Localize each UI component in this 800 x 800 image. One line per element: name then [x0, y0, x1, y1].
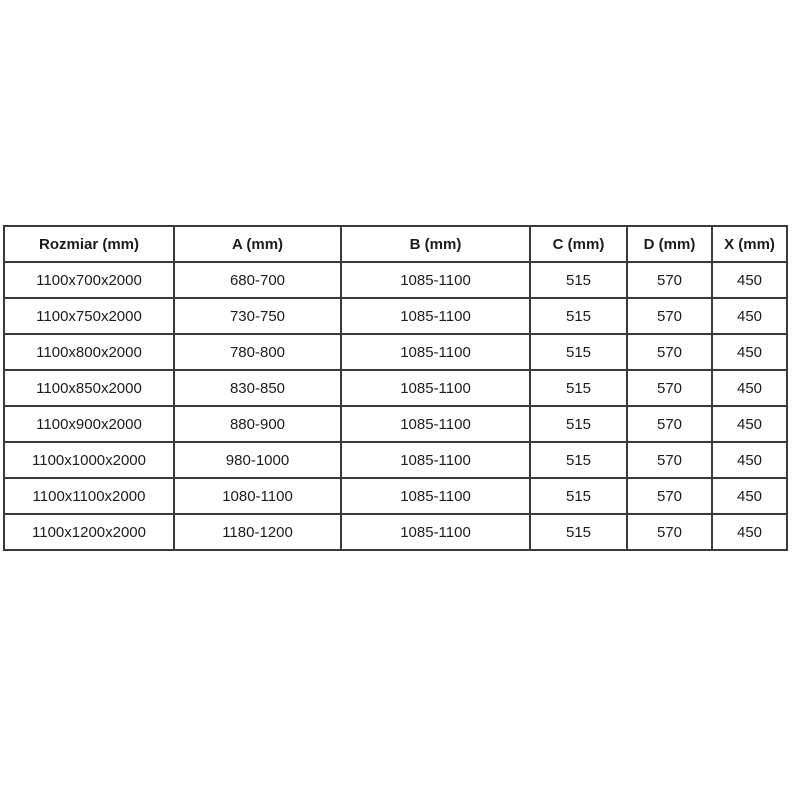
table-cell: 515 — [530, 262, 627, 298]
table-cell: 515 — [530, 298, 627, 334]
table-header — [4, 226, 787, 262]
dimensions-table — [3, 225, 788, 551]
table-cell: 570 — [627, 514, 712, 550]
table-cell: 570 — [627, 370, 712, 406]
table-cell: 515 — [530, 442, 627, 478]
table-row — [4, 262, 787, 298]
table-cell: 1100x800x2000 — [4, 334, 174, 370]
table-cell: 730-750 — [174, 298, 341, 334]
table-cell: 1085-1100 — [341, 370, 530, 406]
table-cell: 450 — [712, 406, 787, 442]
table-cell: 980-1000 — [174, 442, 341, 478]
header-cell-x: X (mm) — [712, 226, 787, 262]
table-cell: 1085-1100 — [341, 298, 530, 334]
table-cell: 1180-1200 — [174, 514, 341, 550]
header-cell-a: A (mm) — [174, 226, 341, 262]
header-cell-d: D (mm) — [627, 226, 712, 262]
header-cell-b: B (mm) — [341, 226, 530, 262]
table-cell: 880-900 — [174, 406, 341, 442]
table-row — [4, 334, 787, 370]
table-cell: 1100x1200x2000 — [4, 514, 174, 550]
table-cell: 570 — [627, 442, 712, 478]
table-cell: 1100x750x2000 — [4, 298, 174, 334]
table-row — [4, 406, 787, 442]
table-row — [4, 370, 787, 406]
header-row — [4, 226, 787, 262]
table-cell: 1085-1100 — [341, 442, 530, 478]
table-cell: 1085-1100 — [341, 262, 530, 298]
table-cell: 1080-1100 — [174, 478, 341, 514]
table-cell: 570 — [627, 334, 712, 370]
table-row — [4, 514, 787, 550]
table-cell: 1085-1100 — [341, 514, 530, 550]
table-cell: 515 — [530, 334, 627, 370]
table-row — [4, 442, 787, 478]
table-cell: 570 — [627, 406, 712, 442]
table-cell: 570 — [627, 478, 712, 514]
table-cell: 450 — [712, 298, 787, 334]
table-cell: 1100x900x2000 — [4, 406, 174, 442]
table-cell: 1100x700x2000 — [4, 262, 174, 298]
table-cell: 680-700 — [174, 262, 341, 298]
table-cell: 830-850 — [174, 370, 341, 406]
table-cell: 780-800 — [174, 334, 341, 370]
table-cell: 450 — [712, 262, 787, 298]
table-cell: 450 — [712, 514, 787, 550]
header-cell-rozmiar: Rozmiar (mm) — [4, 226, 174, 262]
table-cell: 570 — [627, 262, 712, 298]
table-cell: 515 — [530, 406, 627, 442]
table-body — [4, 262, 787, 550]
table-cell: 515 — [530, 514, 627, 550]
table-cell: 450 — [712, 334, 787, 370]
table-cell: 515 — [530, 370, 627, 406]
table-cell: 450 — [712, 370, 787, 406]
table-cell: 450 — [712, 442, 787, 478]
table-cell: 1100x1000x2000 — [4, 442, 174, 478]
table-row — [4, 298, 787, 334]
table-cell: 1085-1100 — [341, 478, 530, 514]
table-row — [4, 478, 787, 514]
table-cell: 1100x850x2000 — [4, 370, 174, 406]
header-cell-c: C (mm) — [530, 226, 627, 262]
table-cell: 570 — [627, 298, 712, 334]
table-cell: 1085-1100 — [341, 334, 530, 370]
table-cell: 1085-1100 — [341, 406, 530, 442]
table-cell: 450 — [712, 478, 787, 514]
table-cell: 515 — [530, 478, 627, 514]
table-cell: 1100x1100x2000 — [4, 478, 174, 514]
